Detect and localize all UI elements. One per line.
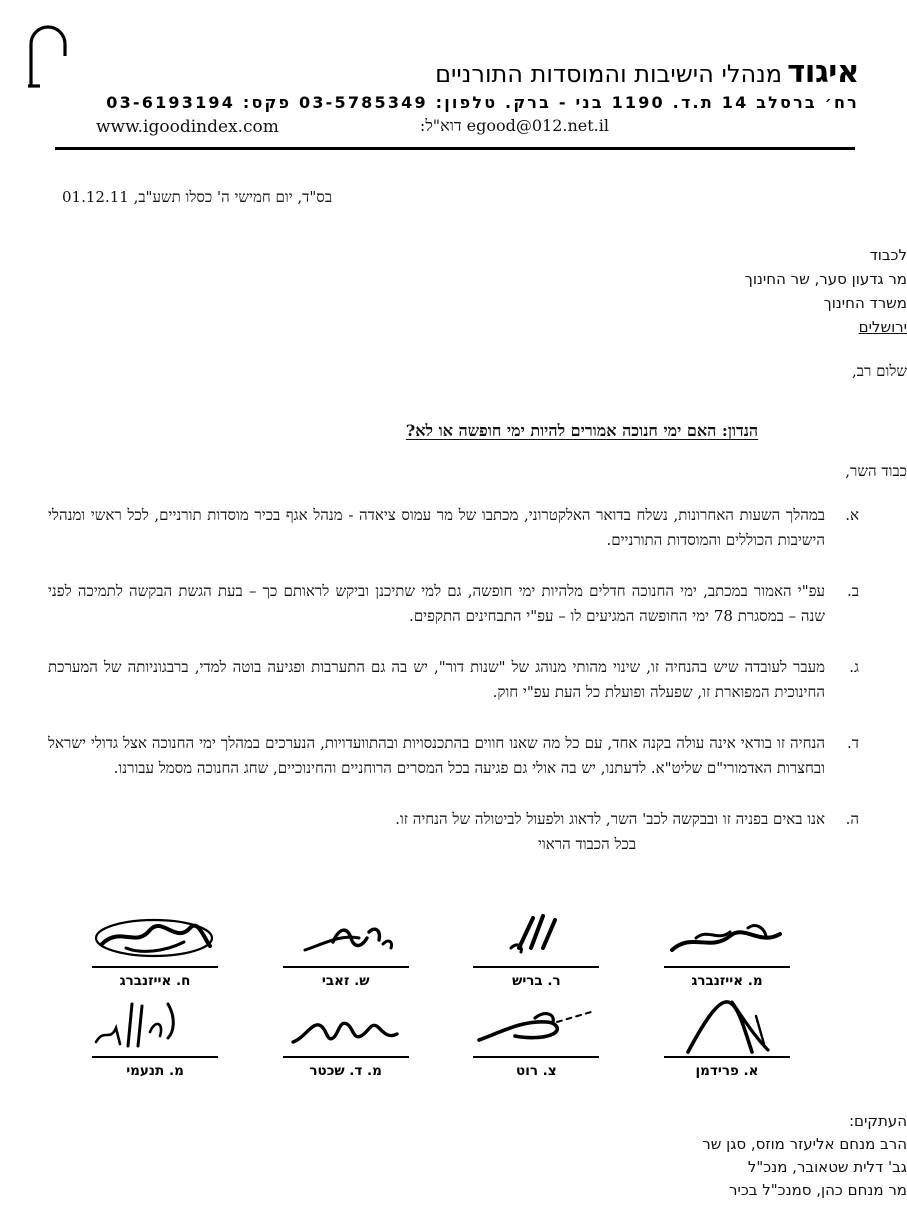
- signature-cell: [652, 992, 802, 1080]
- signature-rule: [283, 966, 409, 968]
- signature-cell: [461, 902, 611, 990]
- signature-cell: [271, 992, 421, 1080]
- signature-cell: [271, 902, 421, 990]
- addressee-recipient: מר גדעון סער, שר החינוך: [744, 270, 907, 288]
- clause-list: [48, 503, 859, 858]
- email-line: [420, 116, 609, 136]
- organization-subtitle: מנהלי הישיבות והמוסדות התורניים: [435, 60, 783, 88]
- signatory-name: מ. ד. שכטר: [309, 1063, 382, 1079]
- clause-item: [48, 731, 859, 781]
- subject-line: [257, 420, 907, 442]
- addressee-to-label: לכבוד: [869, 246, 907, 264]
- arch-doorway-icon: [26, 22, 72, 88]
- organization-title: [435, 54, 859, 90]
- greeting-line: שלום רב,: [852, 362, 907, 380]
- signature-cell: [461, 992, 611, 1080]
- letterhead-title-row: [48, 42, 859, 88]
- clause-marker: ג.: [849, 658, 859, 676]
- signoff-line: בכל הכבוד הראוי: [537, 835, 637, 853]
- signature-cell: [652, 902, 802, 990]
- handwritten-signature-icon: [461, 998, 611, 1054]
- signature-row-1: [80, 900, 802, 990]
- clause-item: [48, 655, 859, 705]
- signatory-name: מ. אייזנברג: [691, 973, 763, 989]
- clause-text: הנחיה זו בודאי אינה עולה בקנה אחד, עם כל מה שאנו חווים בהתכנסויות ובהתוועדויות, הנערכים במהלך ימי החנוכה אצל גדולי ישראל ובחצרות האדמורי"ם שליט"א. לדעתנו, יש בה אולי גם פגיעה בכל המסרים הרוחניים והחינוכיים, שחג החנוכה מסמל עבורנו.: [48, 734, 825, 777]
- copies-block: [45, 1110, 907, 1202]
- copies-item: מר מנחם כהן, סמנכ"ל בכיר: [729, 1181, 907, 1199]
- signatory-name: ר. בריש: [512, 973, 561, 989]
- signature-rule: [664, 966, 790, 968]
- clause-item: [48, 807, 859, 832]
- signature-rule: [92, 1056, 218, 1058]
- signature-rule: [473, 966, 599, 968]
- signatory-name: מ. תנעמי: [126, 1063, 184, 1079]
- handwritten-signature-icon: [461, 908, 611, 964]
- addressee-block: [48, 243, 907, 339]
- clause-item: [48, 579, 859, 629]
- website-url[interactable]: www.igoodindex.com: [96, 117, 279, 137]
- signature-rule: [92, 966, 218, 968]
- clause-marker: ד.: [847, 734, 859, 752]
- signature-rule: [664, 1056, 790, 1058]
- addressee-ministry: משרד החינוך: [823, 294, 907, 312]
- organization-brand: איגוד: [787, 54, 859, 90]
- clause-text: עפ"י האמור במכתב, ימי החנוכה חדלים מלהיות ימי חופשה, גם למי שתיכנן וביקש לראותם כך – בעת הגשת הבקשה לתמיכה לפני שנה – במסגרת 78 ימי החופשה המגיעים לו – עפ"י התבחינים התקפים.: [48, 582, 825, 625]
- addressee-city: ירושלים: [858, 318, 907, 336]
- clause-marker: ה.: [845, 810, 859, 828]
- signature-rule: [283, 1056, 409, 1058]
- handwritten-signature-icon: [271, 998, 421, 1054]
- subject-text: הנדון: האם ימי חנוכה אמורים להיות ימי חופשה או לא?: [405, 421, 759, 440]
- handwritten-signature-icon: [80, 908, 230, 964]
- handwritten-signature-icon: [652, 908, 802, 964]
- signatory-name: צ. רוט: [516, 1063, 557, 1079]
- email-label: דוא"ל:: [419, 116, 462, 135]
- copies-item: הרב מנחם אליעזר מוזס, סגן שר: [702, 1135, 907, 1153]
- clause-text: במהלך השעות האחרונות, נשלח בדואר האלקטרוני, מכתבו של מר עמוס ציאדה - מנהל אגף בכיר מוסדות תורניים, לכל ראשי ומנהלי הישיבות הכוללים והמוסדות התורניים.: [48, 506, 825, 549]
- letterhead-contact-line: רח׳ ברסלב 14 ת.ד. 1190 בני - ברק. טלפון: 03-5785349 פקס: 03-6193194: [106, 93, 859, 112]
- letterhead: [0, 0, 907, 152]
- date-line: בס"ד, יום חמישי ה' כסלו תשע"ב, 01.12.11: [62, 188, 333, 206]
- clause-marker: ב.: [847, 582, 859, 600]
- clause-text: מעבר לעובדה שיש בהנחיה זו, שינוי מהותי מנוהג של "שנות דור", יש בה גם התערבות ופגיעה בוטה למדי, ברבגוניותה של המערכת החינוכית המפוארת זו, שפעלה ופועלת כל העת עפ"י חוק.: [48, 658, 825, 701]
- salutation-line: כבוד השר,: [845, 462, 907, 480]
- signature-rule: [473, 1056, 599, 1058]
- signature-row-2: [80, 990, 802, 1080]
- email-address[interactable]: egood@012.net.il: [466, 116, 609, 135]
- copies-title: העתקים:: [848, 1112, 907, 1130]
- copies-item: גב' דלית שטאובר, מנכ"ל: [747, 1158, 907, 1176]
- clause-marker: א.: [845, 506, 859, 524]
- letterhead-divider: [55, 147, 855, 150]
- clause-item: [48, 503, 859, 553]
- signatory-name: ש. זאבי: [321, 973, 370, 989]
- handwritten-signature-icon: [271, 908, 421, 964]
- signature-cell: [80, 902, 230, 990]
- signature-block: [80, 900, 802, 1080]
- signatory-name: ח. אייזנברג: [119, 973, 191, 989]
- signature-cell: [80, 992, 230, 1080]
- signatory-name: א. פרידמן: [695, 1063, 759, 1079]
- clause-text: אנו באים בפניה זו ובבקשה לכב' השר, לדאוג ולפעול לביטולה של הנחיה זו.: [395, 810, 825, 828]
- handwritten-signature-icon: [80, 998, 230, 1054]
- letterhead-secondary-row: [48, 116, 859, 138]
- handwritten-signature-icon: [652, 998, 802, 1054]
